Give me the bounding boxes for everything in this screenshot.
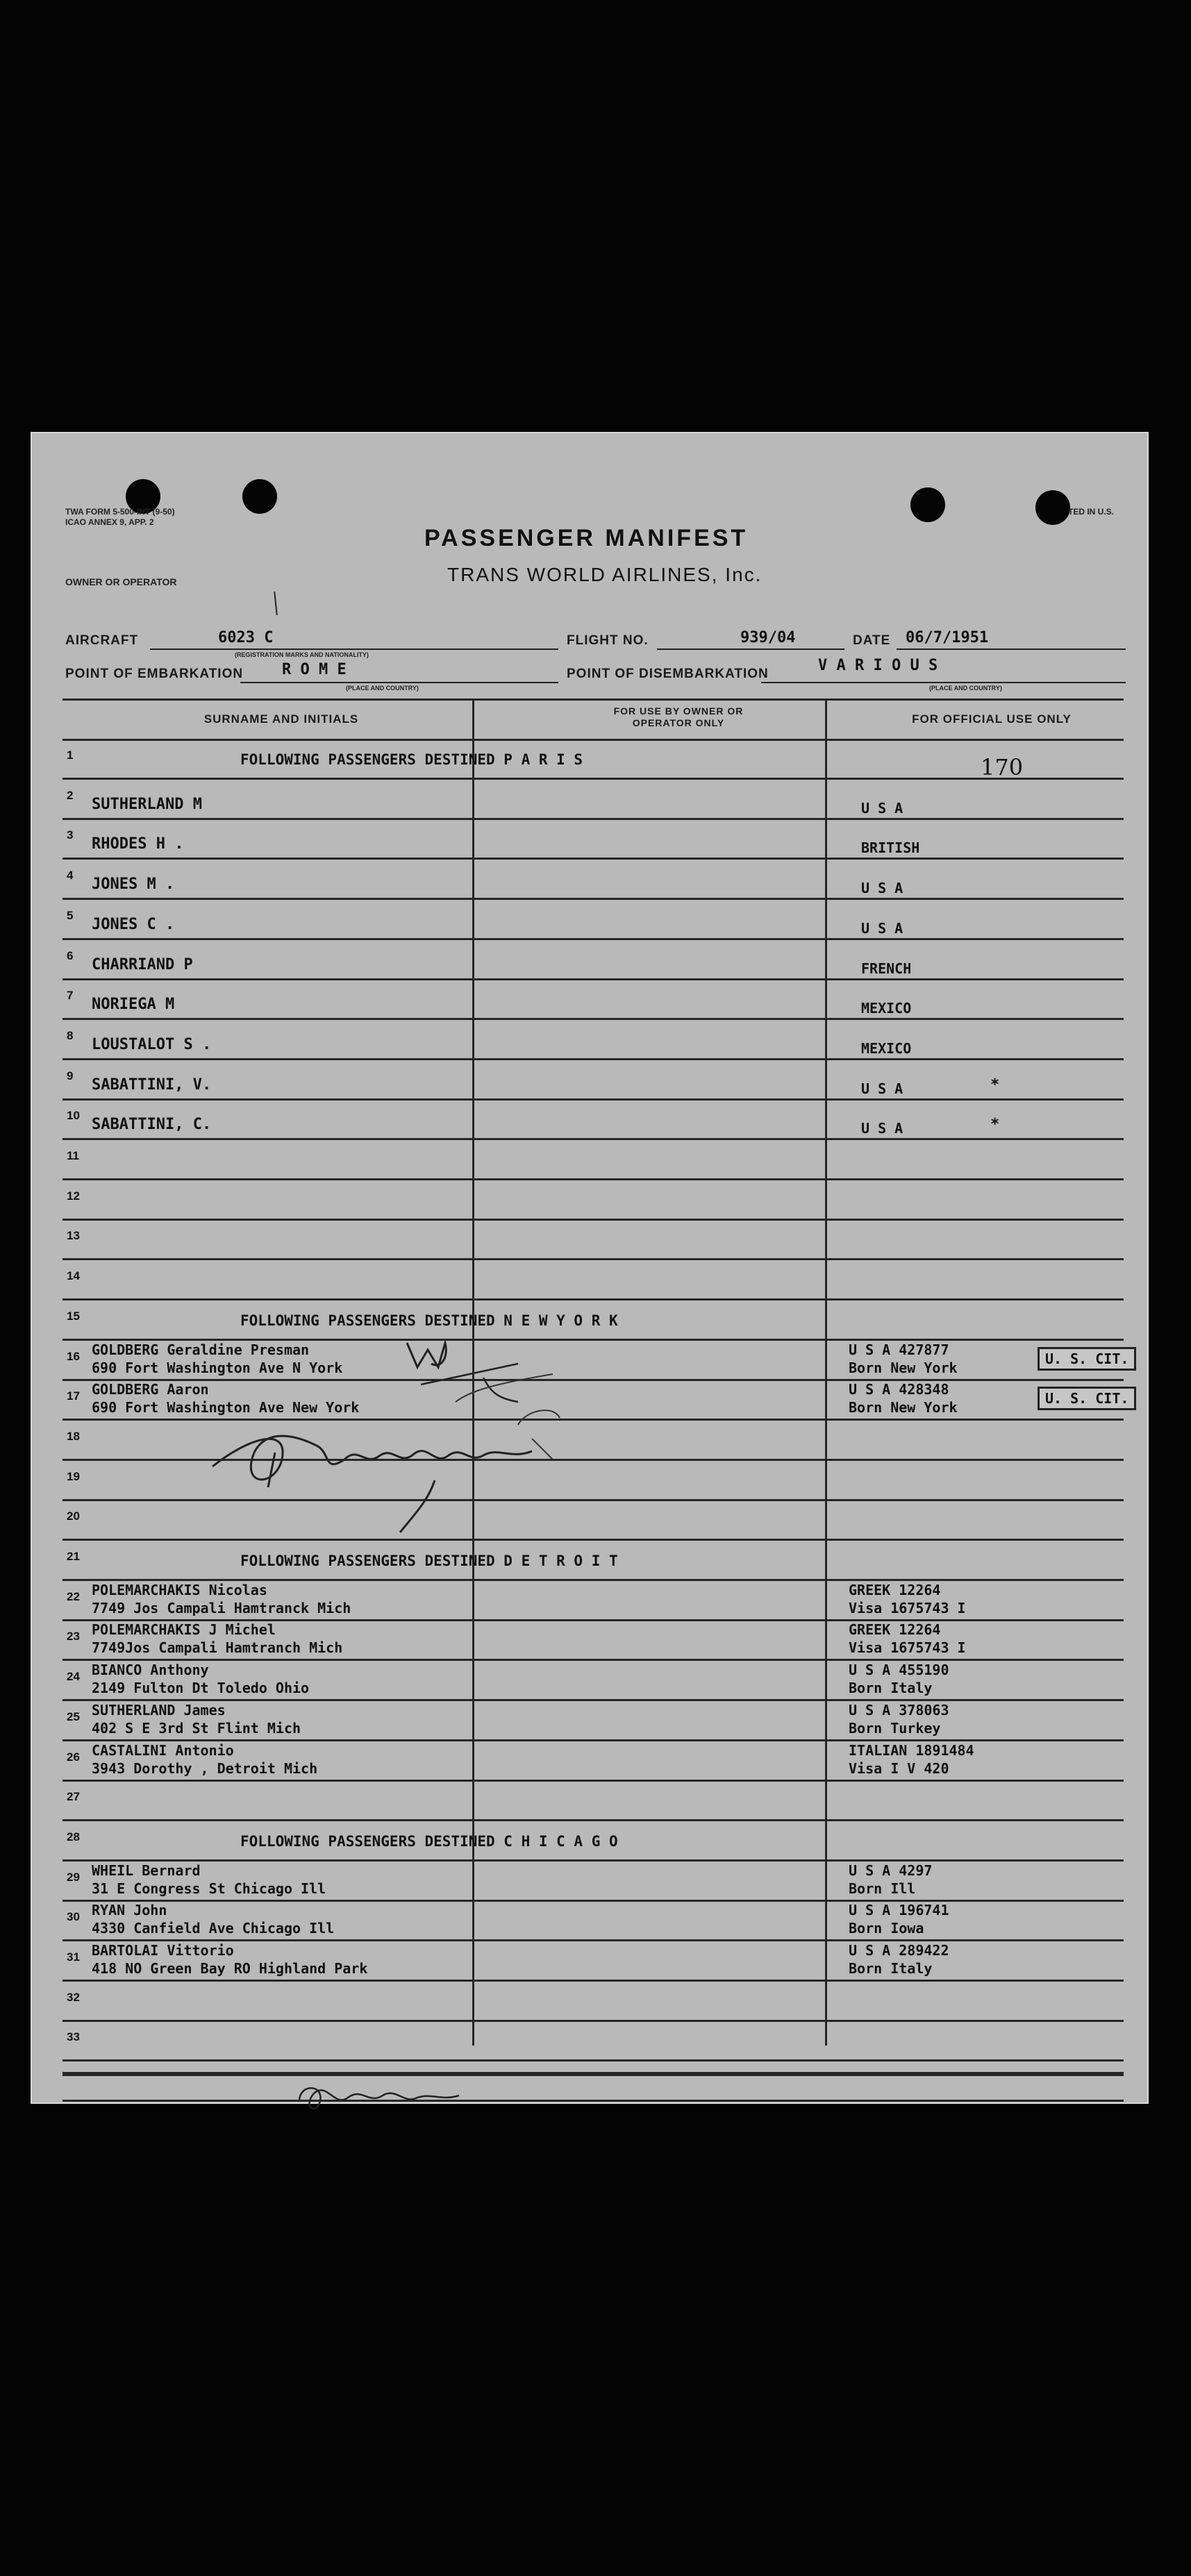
passenger-name: RHODES H . [92,835,184,853]
row-rule [63,1178,1124,1180]
citizen-stamp: U. S. CIT. [1038,1347,1136,1371]
row-number: 7 [67,989,74,1003]
mark: * [990,1076,1000,1094]
aircraft-caption: (REGISTRATION MARKS AND NATIONALITY) [235,651,369,658]
row-rule [63,1098,1124,1101]
row-number: 23 [67,1630,80,1644]
official-entry: U S A 4297 [849,1862,933,1879]
check-marks [379,1336,588,1433]
nationality: U S A [861,919,903,937]
nationality: MEXICO [861,1039,912,1057]
row-rule [63,778,1124,780]
embarkation-value: R O M E [282,661,347,678]
header-top-rule [63,699,1124,701]
row-rule [63,898,1124,900]
row-rule [63,1539,1124,1541]
embarkation-line [240,682,558,683]
group-header: FOLLOWING PASSENGERS DESTINED D E T R O I T [240,1553,618,1569]
row-number: 26 [67,1750,80,1764]
nationality: BRITISH [861,839,920,857]
row-number: 9 [67,1069,74,1082]
row-number: 2 [67,788,74,802]
passenger-name: LOUSTALOT S . [92,1035,212,1053]
group-header: FOLLOWING PASSENGERS DESTINED N E W Y O R K [240,1312,618,1329]
official-entry: Visa I V 420 [849,1759,949,1777]
row-rule [63,1258,1124,1260]
official-entry: Born Ill [849,1880,916,1897]
row-rule [63,1859,1124,1862]
row-rule [63,1980,1124,1982]
disembarkation-caption: (PLACE AND COUNTRY) [929,685,1002,692]
passenger-address: 690 Fort Washington Ave N York [92,1359,343,1376]
official-entry: GREEK 12264 [849,1621,941,1639]
official-entry: Born Iowa [849,1920,924,1937]
passenger-name: POLEMARCHAKIS J Michel [92,1621,276,1639]
passenger-address: 690 Fort Washington Ave New York [92,1399,360,1416]
official-entry: Born Italy [849,1680,933,1697]
embarkation-caption: (PLACE AND COUNTRY) [346,685,419,692]
row-number: 33 [67,2030,80,2044]
flight-value: 939/04 [740,629,796,646]
mark: * [990,1116,1000,1134]
row-number: 32 [67,1990,80,2004]
row-number: 13 [67,1229,80,1243]
row-rule [63,1379,1124,1381]
row-number: 11 [67,1149,79,1162]
row-number: 12 [67,1189,80,1203]
row-rule [63,1058,1124,1060]
bottom-rule [63,2072,1124,2076]
passenger-name: SABATTINI, V. [92,1076,212,1094]
row-number: 27 [67,1790,80,1804]
official-entry: U S A 378063 [849,1701,949,1718]
col-header-operator [501,705,856,729]
nationality: U S A [861,1120,903,1137]
passenger-name: JONES C . [92,915,175,933]
passenger-name: WHEIL Bernard [92,1862,201,1879]
row-rule [63,978,1124,980]
punch-hole [242,479,277,514]
embarkation-label: POINT OF EMBARKATION [65,667,244,681]
row-number: 20 [67,1509,80,1523]
row-number: 6 [67,948,74,962]
passenger-name: CHARRIAND P [92,955,193,973]
row-number: 28 [67,1830,80,1843]
row-rule [63,1339,1124,1341]
citizen-stamp: U. S. CIT. [1038,1387,1136,1410]
date-line [897,649,1126,650]
disembarkation-value: V A R I O U S [818,657,938,674]
row-number: 15 [67,1309,80,1323]
passenger-name: GOLDBERG Aaron [92,1381,209,1398]
group-header: FOLLOWING PASSENGERS DESTINED C H I C A G O [240,1832,618,1850]
nationality: U S A [861,880,903,897]
passenger-name: POLEMARCHAKIS Nicolas [92,1581,267,1598]
row-number: 25 [67,1709,80,1723]
passenger-address: 4330 Canfield Ave Chicago Ill [92,1920,335,1937]
passenger-address: 7749 Jos Campali Hamtranck Mich [92,1599,351,1616]
form-code-line: ICAO ANNEX 9, APP. 2 [65,517,154,527]
row-number: 30 [67,1910,80,1924]
row-number: 29 [67,1870,80,1884]
official-entry: U S A 428348 [849,1381,949,1398]
passenger-address: 3943 Dorothy , Detroit Mich [92,1759,318,1777]
row-number: 17 [67,1389,80,1403]
row-number: 22 [67,1589,80,1603]
nationality: FRENCH [861,960,912,977]
row-rule [63,1780,1124,1782]
row-number: 1 [67,748,74,762]
row-rule [63,1659,1124,1661]
tick-mark [274,592,278,615]
passenger-name: CASTALINI Antonio [92,1741,234,1759]
form-code-line: TWA FORM 5-500-INT (9-50) [65,507,175,517]
row-rule [63,1018,1124,1020]
official-entry: ITALIAN 1891484 [849,1741,974,1759]
disembarkation-label: POINT OF DISEMBARKATION [567,667,769,681]
column-divider [825,699,827,2046]
row-number: 8 [67,1028,74,1042]
group-header: FOLLOWING PASSENGERS DESTINED P A R I S [240,751,583,768]
col-header-official: FOR OFFICIAL USE ONLY [912,712,1072,726]
row-number: 19 [67,1469,80,1483]
passenger-name: NORIEGA M [92,996,175,1014]
passenger-address: 31 E Congress St Chicago Ill [92,1880,326,1897]
passenger-address: 418 NO Green Bay RO Highland Park [92,1960,368,1977]
passenger-count: 170 [981,754,1024,780]
document-title: PASSENGER MANIFEST [424,525,749,551]
row-rule [63,818,1124,820]
row-number: 10 [67,1109,80,1123]
row-number: 14 [67,1269,80,1283]
col-header-name: SURNAME AND INITIALS [203,712,359,726]
passenger-name: BIANCO Anthony [92,1662,209,1679]
bottom-scribble [292,2080,473,2115]
row-rule [63,1138,1124,1140]
header-bottom-rule [63,739,1124,741]
row-rule [63,1939,1124,1941]
aircraft-value: 6023 C [218,629,274,646]
official-entry: Born Turkey [849,1719,941,1737]
row-rule [63,1699,1124,1701]
passenger-address: 2149 Fulton Dt Toledo Ohio [92,1680,310,1697]
row-rule [63,1619,1124,1621]
punch-hole [910,487,945,522]
passenger-name: RYAN John [92,1902,167,1919]
form-code [65,507,175,528]
passenger-name: JONES M . [92,876,175,894]
disembarkation-line [761,682,1126,683]
date-value: 06/7/1951 [906,629,989,646]
passenger-address: 7749Jos Campali Hamtranch Mich [92,1639,343,1657]
row-number: 31 [67,1950,80,1964]
official-entry: Visa 1675743 I [849,1639,966,1657]
manifest-sheet [31,432,1149,2104]
row-number: 18 [67,1429,80,1443]
owner-label: OWNER OR OPERATOR [65,576,177,587]
official-entry: U S A 455190 [849,1662,949,1679]
row-number: 5 [67,908,74,922]
row-rule [63,1819,1124,1821]
official-entry: U S A 427877 [849,1341,949,1358]
row-rule [63,858,1124,860]
row-number: 21 [67,1550,80,1563]
col-header-operator-text: FOR USE BY OWNER OR OPERATOR ONLY [613,705,744,728]
row-number: 16 [67,1349,80,1363]
passenger-name: GOLDBERG Geraldine Presman [92,1341,310,1358]
flight-label: FLIGHT NO. [567,633,649,648]
row-number: 24 [67,1670,80,1684]
passenger-address: 402 S E 3rd St Flint Mich [92,1719,301,1737]
nationality: U S A [861,799,903,817]
official-entry: Born New York [849,1359,958,1376]
airline-name: TRANS WORLD AIRLINES, Inc. [447,564,763,585]
official-entry: U S A 196741 [849,1902,949,1919]
row-rule [63,1298,1124,1300]
corner-note: TED IN U.S. [1068,507,1115,517]
row-rule [63,1900,1124,1902]
nationality: MEXICO [861,1000,912,1017]
official-entry: U S A 289422 [849,1942,949,1959]
aircraft-label: AIRCRAFT [65,633,139,648]
official-entry: Born Italy [849,1960,933,1977]
official-entry: GREEK 12264 [849,1581,941,1598]
row-rule [63,938,1124,940]
date-label: DATE [853,633,891,648]
passenger-name: BARTOLAI Vittorio [92,1942,234,1959]
passenger-name: SUTHERLAND M [92,795,202,813]
flight-line [657,649,844,650]
official-entry: Visa 1675743 I [849,1599,966,1616]
passenger-name: SABATTINI, C. [92,1116,212,1134]
aircraft-line [150,649,558,650]
passenger-name: SUTHERLAND James [92,1701,226,1718]
official-entry: Born New York [849,1399,958,1416]
row-rule [63,2020,1124,2022]
row-rule [63,1579,1124,1581]
row-rule [63,1219,1124,1221]
row-number: 4 [67,869,74,883]
punch-hole [1035,490,1070,525]
row-rule [63,2100,1124,2102]
row-rule [63,2059,1124,2061]
nationality: U S A [861,1080,903,1097]
row-number: 3 [67,828,74,842]
row-rule [63,1739,1124,1741]
